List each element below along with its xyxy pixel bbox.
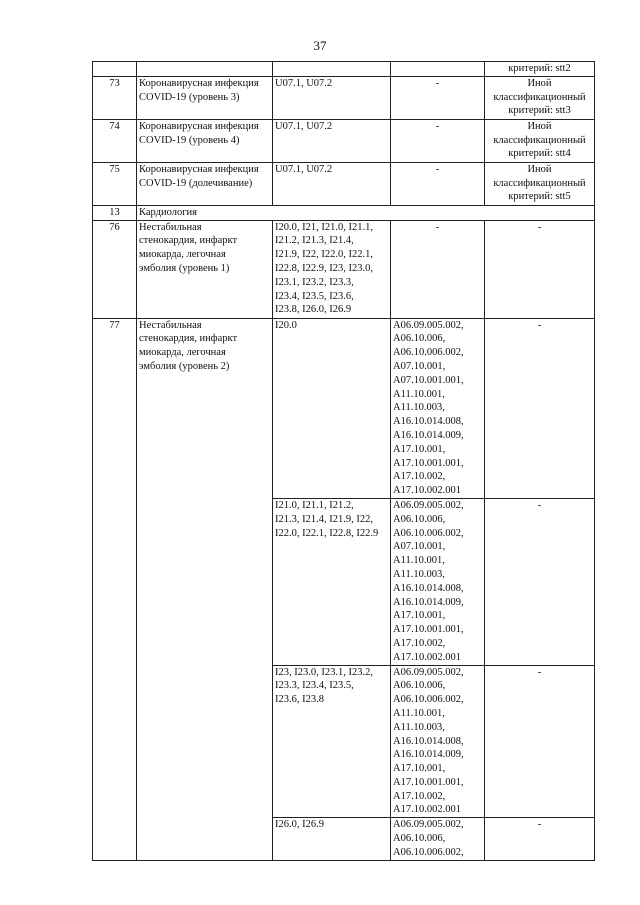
other-criteria xyxy=(485,76,595,119)
service-codes-line: A17.10.002.001 xyxy=(393,804,461,816)
other-criteria-line: критерий: stt5 xyxy=(508,191,571,203)
group-name xyxy=(137,220,273,318)
table-row xyxy=(93,318,595,498)
group-name-line: эмболия (уровень 1) xyxy=(139,262,230,274)
group-name xyxy=(137,62,273,77)
diagnosis-codes xyxy=(273,62,391,77)
group-name xyxy=(137,119,273,162)
page-number: 37 xyxy=(313,38,327,53)
other-criteria-line: Иной xyxy=(527,120,552,132)
other-criteria-line: Иной xyxy=(527,163,552,175)
diagnosis-codes-line: I23.3, I23.4, I23.5, xyxy=(275,680,354,692)
service-codes-line: A06.09.005.002, xyxy=(393,819,464,831)
diagnosis-codes-line: I23.4, I23.5, I23.6, xyxy=(275,290,354,302)
service-codes: - xyxy=(391,162,485,205)
diagnosis-codes-line: I22.8, I22.9, I23, I23.0, xyxy=(275,262,373,274)
group-name-line: Коронавирусная инфекция xyxy=(139,77,259,89)
service-codes-line: A11.10.003, xyxy=(393,721,445,733)
service-codes-line: A06.10.006, xyxy=(393,333,446,345)
other-criteria-line: критерий: stt3 xyxy=(508,105,571,117)
diagnosis-codes xyxy=(273,665,391,818)
group-name xyxy=(137,162,273,205)
other-criteria-line: классификационный xyxy=(493,177,586,189)
other-criteria xyxy=(485,62,595,77)
service-codes xyxy=(391,62,485,77)
diagnosis-codes-line: I23, I23.0, I23.1, I23.2, xyxy=(275,666,373,678)
service-codes-line: A17.10.002.001 xyxy=(393,485,461,497)
service-codes-line: A07.10.001, xyxy=(393,541,446,553)
other-criteria xyxy=(485,162,595,205)
group-name-line: Нестабильная xyxy=(139,221,202,233)
group-name-line: Коронавирусная инфекция xyxy=(139,163,259,175)
row-number: 75 xyxy=(93,162,137,205)
service-codes-line: A16.10.014.008, xyxy=(393,735,464,747)
service-codes-line: A11.10.003, xyxy=(393,568,445,580)
service-codes-line: A17.10.001, xyxy=(393,443,446,455)
service-codes-line: A11.10.003, xyxy=(393,402,445,414)
group-name-line: Коронавирусная инфекция xyxy=(139,120,259,132)
service-codes: - xyxy=(391,119,485,162)
table-row xyxy=(93,162,595,205)
diagnosis-codes-line: I23.6, I23.8 xyxy=(275,694,324,706)
diagnosis-codes: U07.1, U07.2 xyxy=(273,162,391,205)
diagnosis-codes-line: I20.0, I21, I21.0, I21.1, xyxy=(275,221,373,233)
table-row-continuation xyxy=(93,62,595,77)
section-title: Кардиология xyxy=(137,205,595,220)
service-codes: - xyxy=(391,220,485,318)
service-codes xyxy=(391,498,485,665)
other-criteria-line: критерий: stt2 xyxy=(508,63,571,74)
service-codes-line: A07.10.001, xyxy=(393,360,446,372)
diagnosis-codes-line: I21.3, I21.4, I21.9, I22, xyxy=(275,513,373,525)
diagnosis-codes-line: I20.0 xyxy=(275,319,297,331)
service-codes-line: A16.10.014.009, xyxy=(393,596,464,608)
row-number: 77 xyxy=(93,318,137,860)
service-codes-line: A06.09.005.002, xyxy=(393,666,464,678)
diagnosis-codes xyxy=(273,498,391,665)
service-codes-line: A11.10.001, xyxy=(393,388,445,400)
service-codes-line: A07.10.001.001, xyxy=(393,374,464,386)
row-number xyxy=(93,62,137,77)
diagnosis-codes-line: I23.1, I23.2, I23.3, xyxy=(275,276,354,288)
service-codes xyxy=(391,318,485,498)
diagnosis-codes: U07.1, U07.2 xyxy=(273,119,391,162)
diagnosis-codes-line: I23.8, I26.0, I26.9 xyxy=(275,304,352,316)
service-codes-line: A06.10.006, xyxy=(393,513,446,525)
service-codes-line: A17.10.002.001 xyxy=(393,651,461,663)
service-codes-line: A06.10.006, xyxy=(393,680,446,692)
diagnosis-codes-line: I21.2, I21.3, I21.4, xyxy=(275,235,354,247)
other-criteria: - xyxy=(485,318,595,498)
diagnosis-codes xyxy=(273,318,391,498)
service-codes-line: A17.10.001.001, xyxy=(393,624,464,636)
group-name-line: COVID-19 (уровень 3) xyxy=(139,91,240,103)
group-name-line: Нестабильная xyxy=(139,319,202,331)
service-codes-line: A16.10.014.008, xyxy=(393,416,464,428)
service-codes-line: A16.10.014.008, xyxy=(393,582,464,594)
diagnosis-codes-line: I26.0, I26.9 xyxy=(275,819,324,831)
other-criteria: - xyxy=(485,818,595,860)
group-name-line: эмболия (уровень 2) xyxy=(139,360,230,372)
service-codes-line: A17.10.001, xyxy=(393,610,446,622)
other-criteria-line: критерий: stt4 xyxy=(508,148,571,160)
other-criteria-line: классификационный xyxy=(493,134,586,146)
other-criteria: - xyxy=(485,498,595,665)
service-codes-line: A17.10.002, xyxy=(393,471,446,483)
other-criteria-line: классификационный xyxy=(493,91,586,103)
row-number: 76 xyxy=(93,220,137,318)
diagnosis-codes xyxy=(273,220,391,318)
service-codes-line: A06.09.005.002, xyxy=(393,499,464,511)
table-row xyxy=(93,119,595,162)
group-name-line: миокарда, легочная xyxy=(139,249,226,261)
other-criteria-line: Иной xyxy=(527,77,552,89)
service-codes-line: A11.10.001, xyxy=(393,555,445,567)
service-codes-line: A06.10.006.002, xyxy=(393,347,464,359)
diagnosis-codes xyxy=(273,818,391,860)
group-name-line: миокарда, легочная xyxy=(139,347,226,359)
service-codes-line: A17.10.002, xyxy=(393,790,446,802)
service-codes-line: A17.10.001.001, xyxy=(393,457,464,469)
other-criteria: - xyxy=(485,665,595,818)
service-codes: - xyxy=(391,76,485,119)
service-codes-line: A17.10.001.001, xyxy=(393,776,464,788)
tariff-table xyxy=(92,61,595,861)
diagnosis-codes: U07.1, U07.2 xyxy=(273,76,391,119)
table-row xyxy=(93,220,595,318)
service-codes-line: A06.10.006, xyxy=(393,833,446,845)
diagnosis-codes-line: I21.0, I21.1, I21.2, xyxy=(275,499,354,511)
group-name xyxy=(137,318,273,860)
service-codes-line: A17.10.002, xyxy=(393,637,446,649)
table-row xyxy=(93,76,595,119)
service-codes-line: A16.10.014.009, xyxy=(393,429,464,441)
group-name-line: COVID-19 (уровень 4) xyxy=(139,134,240,146)
group-name-line: COVID-19 (долечивание) xyxy=(139,177,253,189)
service-codes-line: A17.10.001, xyxy=(393,763,446,775)
section-row xyxy=(93,205,595,220)
other-criteria xyxy=(485,119,595,162)
service-codes-line: A06.10.006.002, xyxy=(393,694,464,706)
diagnosis-codes-line: I21.9, I22, I22.0, I22.1, xyxy=(275,249,373,261)
service-codes-line: A11.10.001, xyxy=(393,707,445,719)
row-number: 73 xyxy=(93,76,137,119)
section-number: 13 xyxy=(93,205,137,220)
group-name-line: стенокардия, инфаркт xyxy=(139,235,238,247)
service-codes xyxy=(391,818,485,860)
service-codes-line: A06.10.006.002, xyxy=(393,846,464,858)
service-codes-line: A16.10.014.009, xyxy=(393,749,464,761)
diagnosis-codes-line: I22.0, I22.1, I22.8, I22.9 xyxy=(275,527,379,539)
row-number: 74 xyxy=(93,119,137,162)
group-name-line: стенокардия, инфаркт xyxy=(139,333,238,345)
service-codes xyxy=(391,665,485,818)
service-codes-line: A06.10.006.002, xyxy=(393,527,464,539)
other-criteria: - xyxy=(485,220,595,318)
group-name xyxy=(137,76,273,119)
service-codes-line: A06.09.005.002, xyxy=(393,319,464,331)
